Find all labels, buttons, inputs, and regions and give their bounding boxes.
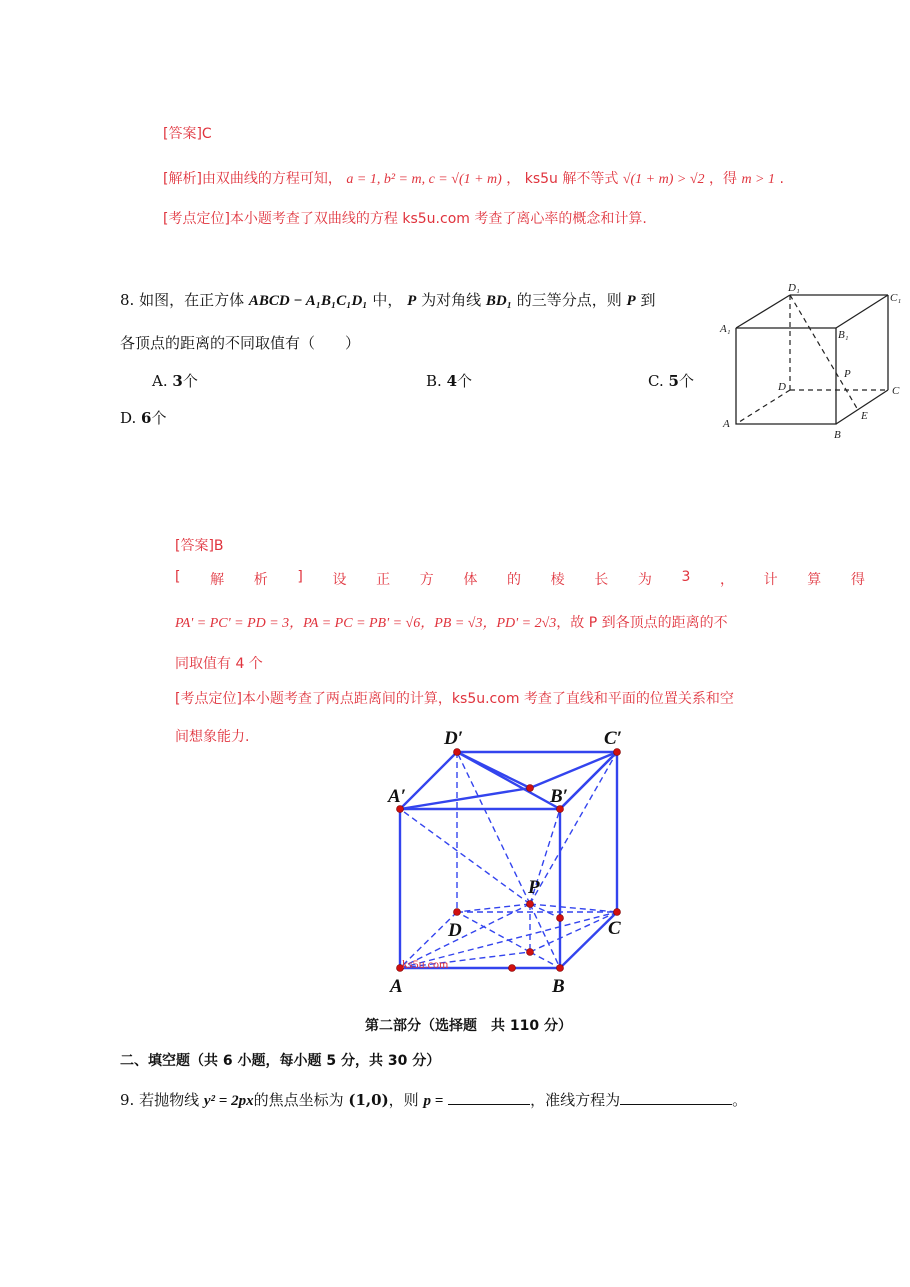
answer8-analysis-char: 方 xyxy=(419,572,434,588)
answer8-analysis-char: [ xyxy=(175,569,181,585)
q9-eq: y² = 2px xyxy=(203,1093,254,1109)
answer7-math3: m > 1 xyxy=(741,172,775,187)
answer8-label-b: B xyxy=(552,976,565,997)
answer7-analysis-prefix: [解析]由双曲线的方程可知， xyxy=(163,171,342,187)
answer7-math1: a = 1, b² = m, c = √(1 + m) xyxy=(346,172,502,187)
answer8-line3: 同取值有 4 个 xyxy=(175,656,263,672)
q8-cube-figure xyxy=(718,280,908,440)
q8-label-a: A xyxy=(723,418,730,430)
answer8-label-d: D xyxy=(448,920,462,941)
answer8-analysis-char: ， xyxy=(719,572,734,588)
q8-cube: ABCD − A₁B₁C₁D₁ xyxy=(248,293,368,309)
answer8-analysis-char: 解 xyxy=(210,572,225,588)
q8-mid1: 中， xyxy=(372,291,403,309)
q8-label-c: C xyxy=(892,385,900,397)
answer8-line: [答案]B xyxy=(175,538,224,554)
answer8-analysis-char: ] xyxy=(297,569,303,585)
answer8-label-cp: C′ xyxy=(604,728,623,749)
answer7-mid: ，得 xyxy=(708,171,737,187)
answer8-label-dp: D′ xyxy=(444,728,464,749)
q8-end: 到 xyxy=(640,291,656,309)
q9-blank-p[interactable] xyxy=(448,1090,530,1105)
q8-label-d1: D₁ xyxy=(788,282,800,294)
q8-prefix: 8. 如图，在正方体 xyxy=(120,291,245,309)
q9-stem xyxy=(120,1089,747,1110)
q8-label-c1: C₁ xyxy=(890,292,902,304)
answer8-label-ap: A′ xyxy=(388,786,407,807)
q8-option-d: D. 6个 xyxy=(120,409,167,427)
q8-label-p: P xyxy=(844,368,851,380)
q8-label-d: D xyxy=(778,381,786,393)
answer8-analysis-char: 体 xyxy=(463,572,478,588)
q8-mid2: 为对角线 xyxy=(421,291,482,309)
q8-mid3: 的三等分点，则 xyxy=(516,291,622,309)
q9-blank-directrix[interactable] xyxy=(620,1090,732,1105)
section2-heading: 二、填空题（共 6 小题，每小题 5 分，共 30 分） xyxy=(120,1053,441,1069)
answer8-kaodian2: 间想象能力. xyxy=(175,729,250,745)
section2-title: 第二部分（选择题 共 110 分） xyxy=(365,1018,572,1034)
q8-stem-line1 xyxy=(120,289,655,310)
answer7-line: [答案]C xyxy=(163,126,212,142)
answer8-label-c: C xyxy=(608,918,621,939)
answer7-kaodian: [考点定位]本小题考查了双曲线的方程 ks5u.com 考查了离心率的概念和计算. xyxy=(163,211,647,227)
answer8-analysis-char: 析 xyxy=(253,572,268,588)
q8-p2: P xyxy=(626,293,636,309)
answer8-label-bp: B′ xyxy=(550,786,569,807)
q8-label-e: E xyxy=(861,410,868,422)
answer8-analysis-char: 计 xyxy=(763,572,778,588)
q8-diag: BD₁ xyxy=(485,293,512,309)
answer8-analysis-char: 算 xyxy=(807,572,822,588)
q9-prefix: 9. 若抛物线 xyxy=(120,1091,200,1109)
q8-p: P xyxy=(407,293,417,309)
answer8-kaodian1: [考点定位]本小题考查了两点距离间的计算，ks5u.com 考查了直线和平面的位置关系和空 xyxy=(175,691,734,707)
answer8-analysis-char: 为 xyxy=(637,572,652,588)
answer8-cube-figure xyxy=(380,722,650,1002)
q9-mid2: ，则 xyxy=(388,1091,419,1109)
answer8-label-a: A xyxy=(390,976,403,997)
answer7-ks: ， ks5u 解不等式 xyxy=(506,171,619,187)
answer8-formula: PA' = PC' = PD = 3，PA = PC = PB' = √6，PB = √3，PD' = 2√3 xyxy=(175,616,557,631)
q8-label-b1: B₁ xyxy=(838,329,849,341)
q9-end: 。 xyxy=(732,1091,748,1109)
answer8-analysis-char: 设 xyxy=(332,572,347,588)
answer7-math2: √(1 + m) > √2 xyxy=(622,172,705,187)
answer8-analysis-char: 长 xyxy=(594,572,609,588)
q8-option-a: A. 3个 xyxy=(152,372,198,390)
answer8-analysis-spread xyxy=(175,569,865,589)
answer7-analysis xyxy=(163,168,784,188)
answer8-analysis-char: 棱 xyxy=(550,572,565,588)
answer8-analysis-char: 3 xyxy=(681,569,691,585)
q8-stem-line2: 各顶点的距离的不同取值有（ ） xyxy=(120,334,361,352)
answer8-formula-line xyxy=(175,612,728,632)
answer8-analysis-char: 得 xyxy=(850,572,865,588)
q8-label-b: B xyxy=(834,429,841,440)
answer8-watermark: ks5u.com xyxy=(402,957,449,971)
q9-mid1: 的焦点坐标为 xyxy=(253,1091,344,1109)
q8-label-a1: A₁ xyxy=(720,323,731,335)
answer8-label-p: P xyxy=(528,877,540,898)
q9-point: (1,0) xyxy=(348,1091,389,1109)
q8-option-b: B. 4个 xyxy=(426,372,473,390)
q8-option-c: C. 5个 xyxy=(648,372,694,390)
q9-p: p = xyxy=(423,1093,444,1109)
answer8-formula-tail: ，故 P 到各顶点的距离的不 xyxy=(556,615,728,631)
q9-mid3: ，准线方程为 xyxy=(530,1091,621,1109)
answer7-end: . xyxy=(779,171,784,187)
answer8-analysis-char: 的 xyxy=(506,572,521,588)
answer8-analysis-char: 正 xyxy=(376,572,391,588)
